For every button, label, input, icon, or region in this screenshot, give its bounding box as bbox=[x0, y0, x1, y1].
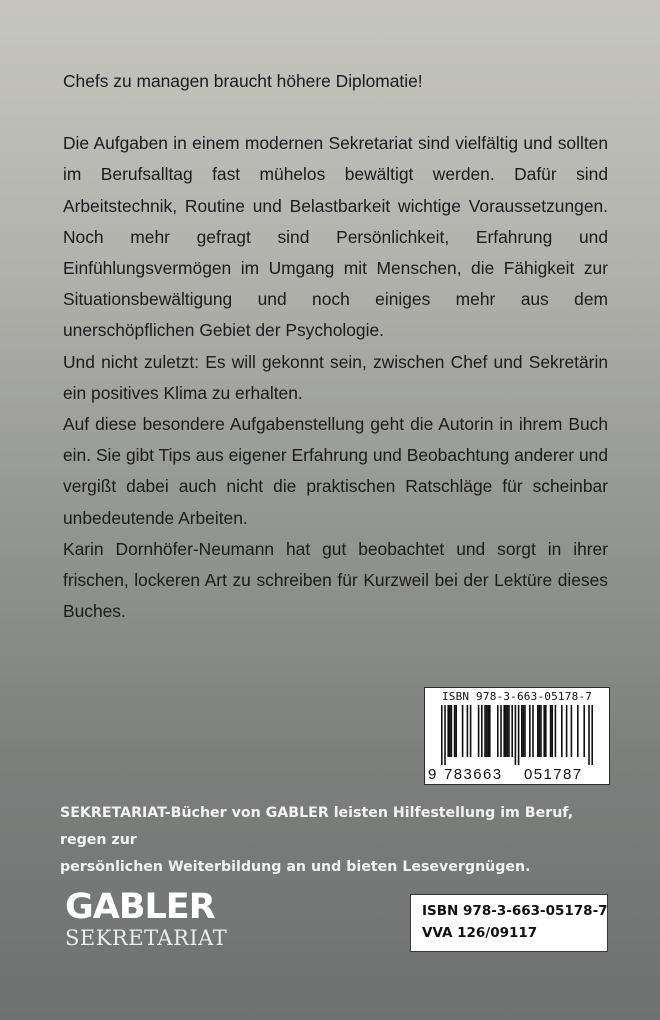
barcode-bar bbox=[577, 705, 579, 757]
vva-number: VVA 126/09117 bbox=[422, 925, 538, 941]
barcode-bar bbox=[583, 705, 585, 757]
barcode-bar bbox=[588, 705, 590, 765]
barcode-bar bbox=[500, 705, 502, 757]
logo-name: GABLER bbox=[65, 887, 215, 927]
barcode-digits-left: 783663 bbox=[444, 766, 503, 783]
barcode-digit-first: 9 bbox=[428, 766, 437, 783]
barcode-bar bbox=[467, 705, 469, 757]
barcode-digits-right: 051787 bbox=[524, 766, 583, 783]
barcode-bar bbox=[539, 705, 541, 757]
series-note-line-2: persönlichen Weiterbildung an und bieten Lesevergnügen. bbox=[60, 859, 531, 875]
barcode-bar bbox=[481, 705, 483, 757]
barcode-bar bbox=[532, 705, 534, 757]
barcode-bar bbox=[537, 705, 539, 757]
barcode-bar bbox=[441, 705, 443, 765]
barcode-bar bbox=[545, 705, 547, 757]
series-note-line-1: SEKRETARIAT-Bücher von GABLER leisten Hilfestellung im Beruf, regen zur bbox=[60, 805, 574, 848]
isbn-number: ISBN 978-3-663-05178-7 bbox=[422, 903, 608, 919]
blurb-paragraph-4: Karin Dornhöfer-Neumann hat gut beobachtet und sorgt in ihrer frischen, lockeren Art zu schreiben für Kurzweil bei der Lektüre dieses Buches. bbox=[63, 538, 608, 622]
barcode-bar bbox=[523, 705, 525, 757]
barcode-bar bbox=[550, 705, 552, 757]
barcode-bar bbox=[543, 705, 545, 757]
isbn-barcode bbox=[424, 687, 610, 785]
back-cover-blurb bbox=[63, 66, 608, 627]
barcode-bar bbox=[455, 705, 457, 757]
barcode-bar bbox=[555, 705, 557, 757]
barcode-bar bbox=[505, 705, 507, 757]
barcode-bar bbox=[503, 705, 505, 757]
barcode-bar bbox=[497, 705, 499, 757]
barcode-bar bbox=[454, 705, 456, 757]
barcode-bar bbox=[511, 705, 513, 757]
barcode-bar bbox=[451, 705, 453, 757]
barcode-bar bbox=[487, 705, 489, 757]
blurb-paragraph-2: Und nicht zuletzt: Es will gekonnt sein, zwischen Chef und Sekretärin ein positives Klima zu erhalten. bbox=[63, 351, 608, 403]
barcode-bar bbox=[478, 705, 480, 757]
barcode-bar bbox=[521, 705, 523, 757]
barcode-bar bbox=[571, 705, 573, 757]
barcode-bars bbox=[433, 705, 601, 765]
blurb-paragraph-1: Die Aufgaben in einem modernen Sekretariat sind vielfältig und sollten im Berufsalltag fast mühelos bewältigt werden. Dafür sind Arbeitstechnik, Routine und Belastbarkeit wichtige Voraussetzungen. Noch mehr gefragt sind Persönlichkeit, Erfahrung und Einfühlungsvermögen im Umgang mit Menschen, die Fähigkeit zur Situationsbewältigung und noch einiges mehr aus dem unerschöpflichen Gebiet der Psychologie. bbox=[63, 133, 608, 341]
barcode-bar bbox=[489, 705, 491, 757]
barcode-bar bbox=[444, 705, 446, 765]
series-note bbox=[60, 800, 620, 881]
barcode-bar bbox=[540, 705, 542, 757]
barcode-bar bbox=[551, 705, 553, 757]
tagline: Chefs zu managen braucht höhere Diplomatie! bbox=[63, 71, 423, 91]
blurb-paragraph-3: Auf diese besondere Aufgabenstellung geht die Autorin in ihrem Buch ein. Sie gibt Tips aus eigener Erfahrung und Beobachtung anderer und vergißt dabei auch nicht die praktischen Ratschläge für scheinbar unbedeutende Arbeiten. bbox=[63, 414, 608, 528]
barcode-bar bbox=[518, 705, 520, 765]
barcode-bar bbox=[591, 705, 593, 765]
isbn-info-box bbox=[410, 894, 608, 952]
barcode-bar bbox=[524, 705, 526, 757]
logo-subtitle: SEKRETARIAT bbox=[65, 926, 228, 950]
barcode-bar bbox=[561, 705, 563, 757]
barcode-bar bbox=[462, 705, 464, 757]
barcode-bar bbox=[486, 705, 488, 757]
barcode-bar bbox=[508, 705, 510, 757]
barcode-bar bbox=[529, 705, 531, 757]
barcode-bar bbox=[470, 705, 472, 757]
barcode-bar bbox=[447, 705, 449, 757]
barcode-isbn-label: ISBN 978-3-663-05178-7 bbox=[441, 690, 593, 703]
barcode-bar bbox=[566, 705, 568, 757]
barcode-bar bbox=[449, 705, 451, 757]
publisher-logo bbox=[65, 888, 227, 950]
barcode-bar bbox=[507, 705, 509, 757]
barcode-bar bbox=[484, 705, 486, 757]
barcode-bar bbox=[515, 705, 517, 765]
